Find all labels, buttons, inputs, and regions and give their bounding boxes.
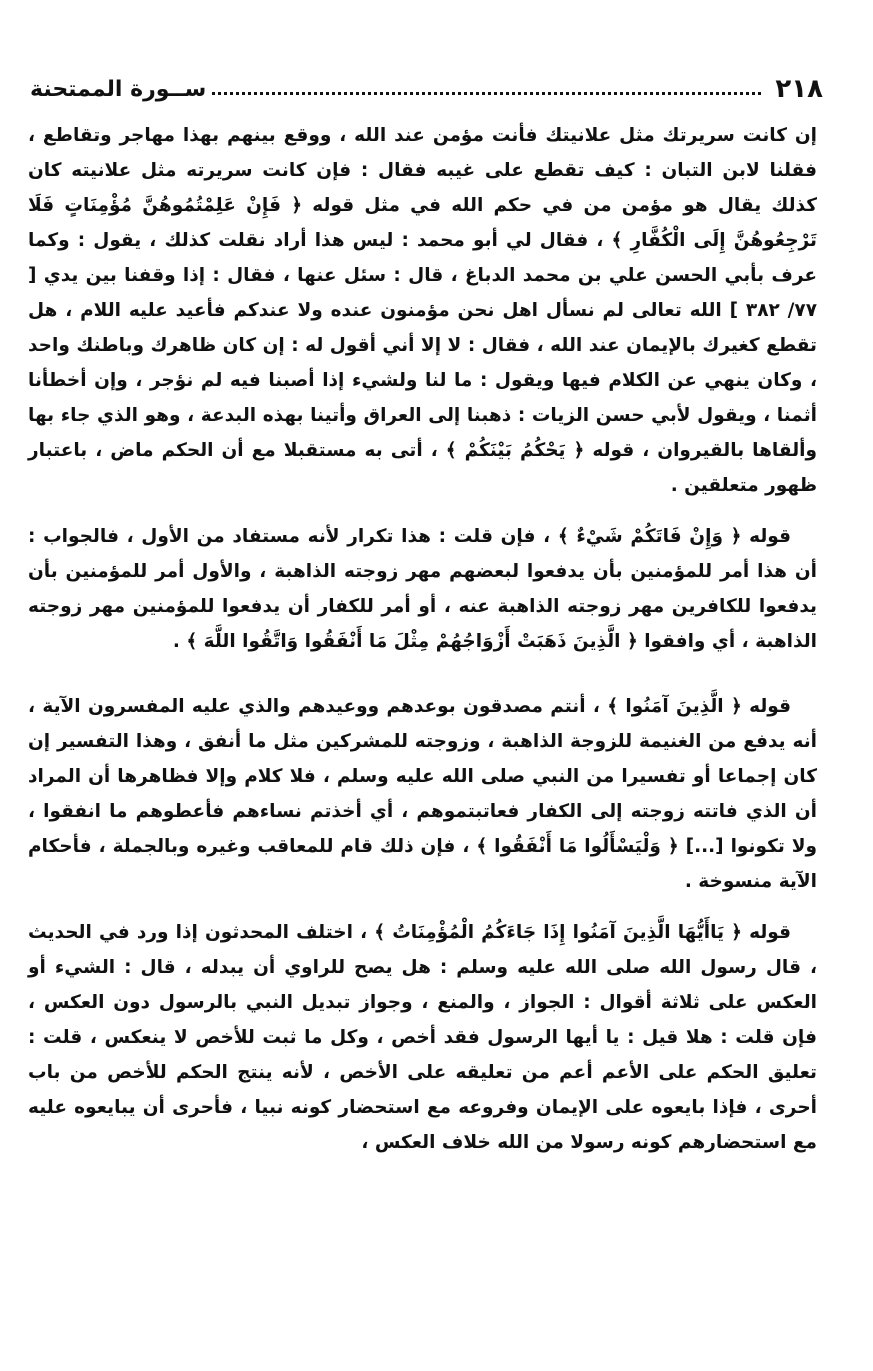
paragraph-2: قوله ﴿ وَإِنْ فَاتَكُمْ شَيْءٌ ﴾ ، فإن قلت : هذا تكرار لأنه مستفاد من الأول ، فالجواب : أن هذا أمر للمؤمنين بأن يدفعوا لبعضهم مهر زوجته الذاهبة ، والأول أمر للمؤمنين بأن يدفعوا للكافرين مهر زوجته الذاهبة عنه ، أو أمر للكفار أن يدفعوا للمؤمنين مهر زوجته الذاهبة ، أي وافقوا ﴿ الَّذِينَ ذَهَبَتْ أَزْوَاجُهُمْ مِثْلَ مَا أَنْفَقُوا وَاتَّقُوا اللَّهَ ﴾ . [28, 526, 817, 652]
surah-title: ســورة الممتحنة [30, 76, 207, 102]
body-text [28, 118, 817, 1160]
paragraph-1: إن كانت سريرتك مثل علانيتك فأنت مؤمن عند الله ، ووقع بينهم بهذا مهاجر وتقاطع ، فقلنا لابن التبان : كيف تقطع على غيبه فقال : فإن كانت سريرته مثل علانيته كان كذلك يقال هو مؤمن من في حكم الله في مثل قوله ﴿ فَإِنْ عَلِمْتُمُوهُنَّ مُؤْمِنَاتٍ فَلَا تَرْجِعُوهُنَّ إِلَى الْكُفَّارِ ﴾ ، فقال لي أبو محمد : ليس هذا أراد نقلت كذلك ، يقول : وكما عرف بأبي الحسن علي بن محمد الدباغ ، قال : سئل عنها ، فقال : إذا وقفنا بين يدي [ ٧٧/ ٣٨٢ ] الله تعالى لم نسأل اهل نحن مؤمنون عنده ولا عندكم فأعيد عليه اللام ، هل تقطع كغيرك بالإيمان عند الله ، فقال : لا إلا أني أقول له : إن كان ظاهرك وباطنك واحد ، وكان ينهي عن الكلام فيها ويقول : ما لنا ولشيء إذا أصبنا فيه لم نؤجر ، وإن أخطأنا أثمنا ، ويقول لأبي حسن الزيات : ذهبنا إلى العراق وأتينا بهذه البدعة ، وهو الذي جاء بها وألقاها بالقيروان ، قوله ﴿ يَحْكُمُ بَيْنَكُمْ ﴾ ، أتى به مستقبلا مع أن الحكم ماض ، باعتبار ظهور متعلقين . [28, 125, 817, 496]
paragraph-3: قوله ﴿ الَّذِينَ آمَنُوا ﴾ ، أنتم مصدقون بوعدهم ووعيدهم والذي عليه المفسرون الآية ، أنه يدفع من الغنيمة للزوجة الذاهبة ، وزوجته للمشركين مثل ما أنفق ، وهذا التفسير إن كان إجماعا أو تفسيرا من النبي صلى الله عليه وسلم ، فلا كلام وإلا فظاهرها أن المراد أن الذي فاتته زوجته إلى الكفار فعاتبتموهم ، أي أخذتم نساءهم فأعطوهم ما انفقوا ، ولا تكونوا [...] ﴿ وَلْيَسْأَلُوا مَا أَنْفَقُوا ﴾ ، فإن ذلك قام للمعاقب وغيره وبالجملة ، فأحكام الآية منسوخة . [28, 696, 817, 892]
paragraph-4: قوله ﴿ يَاأَيُّهَا الَّذِينَ آمَنُوا إِذَا جَاءَكُمُ الْمُؤْمِنَاتُ ﴾ ، اختلف المحدثون إذا ورد في الحديث ، قال رسول الله صلى الله عليه وسلم : هل يصح للراوي أن يبدله ، قال : الشيء أو العكس على ثلاثة أقوال : الجواز ، والمنع ، وجواز تبديل النبي بالرسول دون العكس ، فإن قلت : هلا قيل : يا أيها الرسول فقد أخص ، وكل ما ثبت للأخص لا ينعكس ، قلت : تعليق الحكم على الأعم أعم من تعليقه على الأخص ، لأنه ينتج الحكم للأخص من باب أحرى ، فإذا بايعوه على الإيمان وفروعه مع استحضار كونه نبيا ، فأحرى أن يبايعوه عليه مع استحضارهم كونه رسولا من الله خلاف العكس ، [28, 922, 817, 1153]
page-number: ٢١٨ [775, 74, 823, 104]
page-header [30, 72, 823, 106]
dotted-leader [212, 92, 761, 95]
